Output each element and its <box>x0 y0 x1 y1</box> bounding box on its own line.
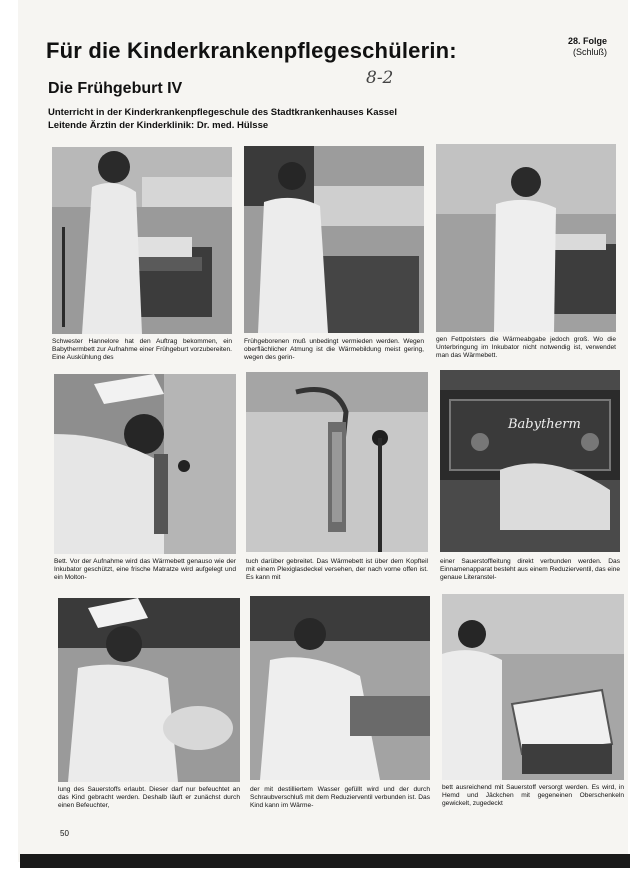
photo-nurse-at-warming-bed <box>436 144 616 332</box>
article-title: Für die Kinderkrankenpflegeschülerin: <box>46 38 457 63</box>
handwritten-note: 8-2 <box>366 68 394 88</box>
series-label: 28. Folge (Schluß) <box>568 36 608 57</box>
caption-row2-col1: Bett. Vor der Aufnahme wird das Wärmebett genauso wie der Inkubator geschützt, eine frische Matratze wird aufgelegt und ein Molton- <box>54 558 236 581</box>
photo-nurse-holding-infant <box>58 598 240 782</box>
caption-row2-col2: tuch darüber gebreitet. Das Wärmebett ist über dem Kopfteil mit einem Plexiglasdeckel versehen, der nach vorne offen ist. Es kann mit <box>246 558 428 581</box>
photo-oxygen-humidifier <box>246 372 428 552</box>
photo-nurse-closing-lid <box>442 594 624 780</box>
article-subtitle: Die Frühgeburt IV <box>48 80 183 97</box>
caption-row2-col3: einer Sauerstoffleitung direkt verbunden werden. Das Einnamenapparat besteht aus einem Reduzierventil, das eine genaue Literanstel- <box>440 558 620 581</box>
caption-row1-col2: Frühgeborenen muß unbedingt vermieden werden. Wegen oberflächlicher Atmung ist die Wärmebildung meist gering, wegen des gerin- <box>244 338 424 361</box>
page-bottom-band <box>20 854 630 868</box>
babytherm-label: Babytherm <box>508 417 581 432</box>
page-number: 50 <box>60 829 69 838</box>
photo-nurse-preparing-bed <box>52 147 232 334</box>
photo-nurse-placing-infant <box>250 596 430 780</box>
caption-row1-col1: Schwester Hannelore hat den Auftrag bekommen, ein Babythermbett zur Aufnahme einer Frühgeburt vorzubereiten. Eine Auskühlung des <box>52 338 232 361</box>
caption-row3-col1: lung des Sauerstoffs erlaubt. Dieser darf nur befeuchtet an das Kind gebracht werden. Deshalb läuft er zunächst durch einen Befeuchter, <box>58 786 240 809</box>
caption-row3-col2: der mit destilliertem Wasser gefüllt wird und der durch Schraubverschluß mit dem Reduzierventil verbunden ist. Das Kind kann im Wärme- <box>250 786 430 809</box>
photo-nurse-with-oxygen-line <box>54 374 236 554</box>
photo-nurse-checking-bed <box>244 146 424 333</box>
article-intro: Unterricht in der Kinderkrankenpflegeschule des Stadtkrankenhauses Kassel Leitende Ärztin der Kinderklinik: Dr. med. Hülsse <box>48 107 397 131</box>
photo-babytherm-control <box>440 370 620 552</box>
caption-row3-col3: bett ausreichend mit Sauerstoff versorgt werden. Es wird, in Hemd und Jäckchen mit gegeneinen Oberschenkeln gewickelt, zugedeckt <box>442 784 624 807</box>
caption-row1-col3: gen Fettpolsters die Wärmeabgabe jedoch groß. Wo die Unterbringung im Inkubator nicht notwendig ist, verwendet man das Wärmebett. <box>436 336 616 359</box>
